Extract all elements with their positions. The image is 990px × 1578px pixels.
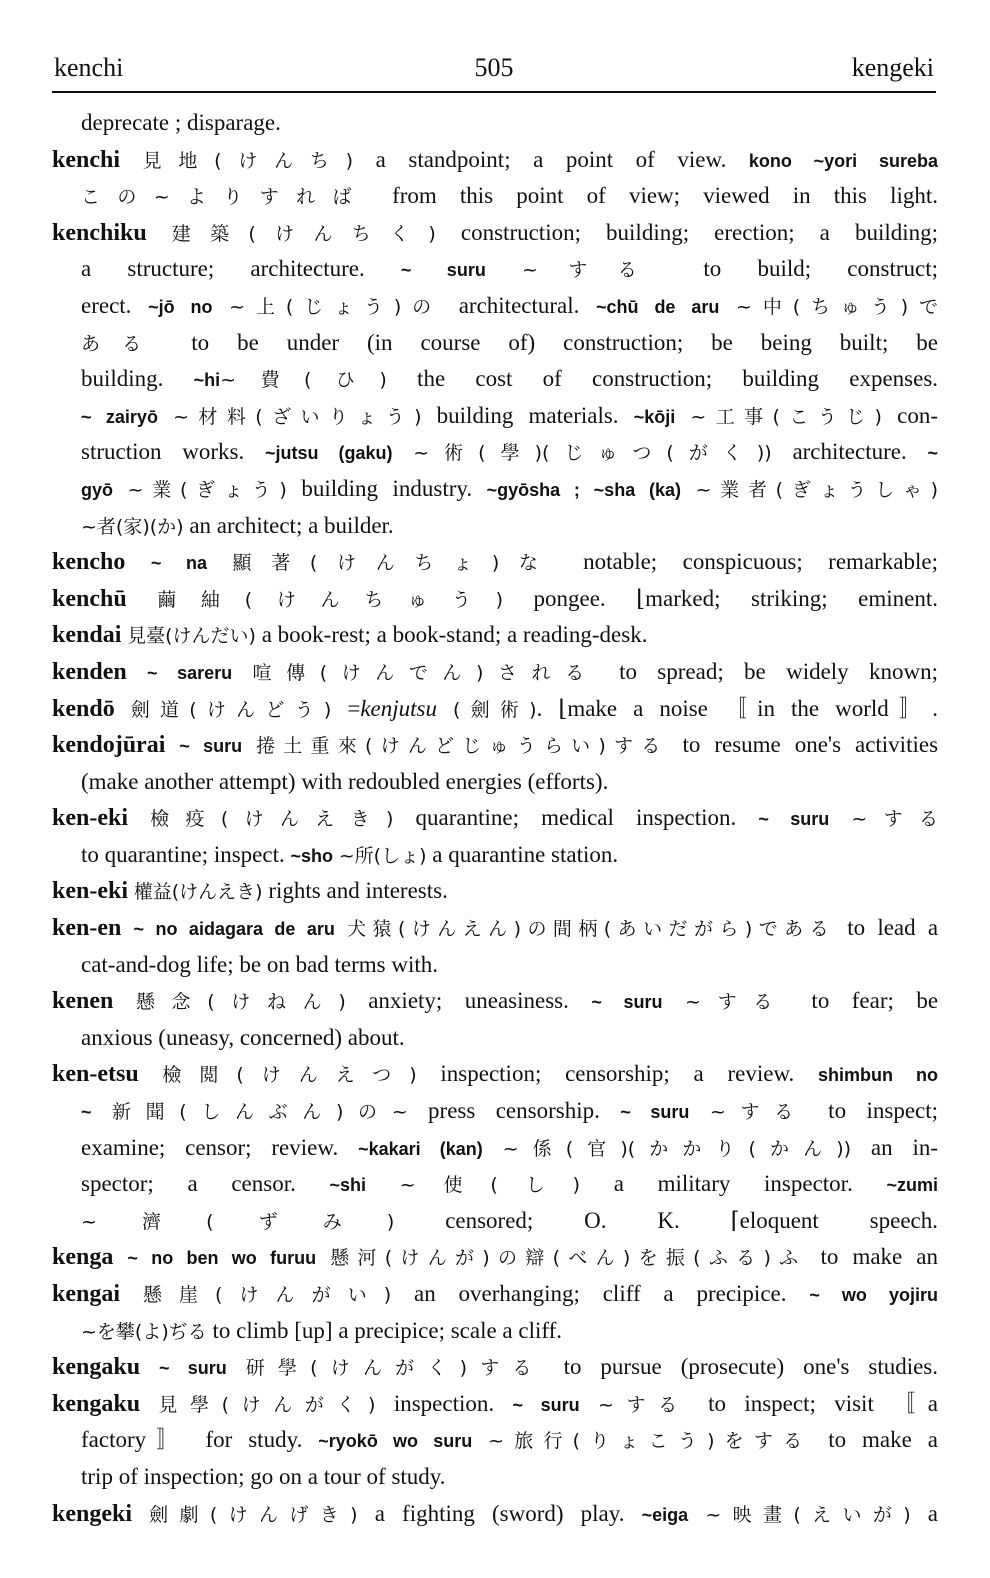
definition-text: a book-rest; a book-stand; a reading-desk. xyxy=(255,622,648,648)
definition-text: spector; a censor. xyxy=(81,1171,330,1197)
entry-line xyxy=(52,508,938,545)
entry-line xyxy=(52,1093,938,1130)
romaji-phrase: ~ suru xyxy=(758,809,830,830)
definition-text xyxy=(335,915,347,940)
definition-text: ⌈eloquent speech. xyxy=(730,1207,938,1233)
entry-line xyxy=(52,617,938,654)
japanese-text: ~する xyxy=(522,259,668,282)
definition-text: ⌊marked; striking; eminent. xyxy=(636,585,938,611)
romaji-phrase: ~ suru xyxy=(400,260,486,281)
entry-line xyxy=(52,1459,938,1496)
entry-line xyxy=(52,873,938,910)
entry-line xyxy=(52,434,938,471)
definition-text: trip of inspection; go on a tour of study. xyxy=(81,1463,446,1489)
romaji-phrase: ~jutsu (gaku) xyxy=(264,443,393,464)
definition-text: con- xyxy=(881,402,938,428)
entry-line xyxy=(52,1313,938,1350)
headword: kenen xyxy=(52,988,114,1015)
japanese-text: ~中(ちゅう)で xyxy=(736,295,938,318)
definition-text: to be under (in course of) construction; be being built; be xyxy=(163,329,938,355)
japanese-text: 建築(けんちく) xyxy=(171,222,436,245)
definition-text xyxy=(437,696,453,721)
definition-text xyxy=(483,1135,503,1160)
japanese-text: ~する xyxy=(709,1101,808,1124)
definition-text: an in- xyxy=(851,1134,938,1160)
entry-line xyxy=(52,691,938,728)
definition-text: to fear; be xyxy=(788,988,938,1014)
definition-text: . xyxy=(536,695,559,721)
definition-text xyxy=(689,1098,709,1123)
headword: kenchi xyxy=(52,146,121,173)
headword: kenden xyxy=(52,658,127,685)
definition-text xyxy=(113,988,135,1013)
romaji-phrase: ~ suru xyxy=(179,736,243,757)
definition-text xyxy=(132,1501,149,1526)
romaji-phrase: kono ~yori sureba xyxy=(748,150,938,171)
definition-text: anxiety; uneasiness. xyxy=(345,988,592,1014)
definition-text xyxy=(675,403,690,428)
romaji-phrase: ~zumi xyxy=(886,1175,938,1196)
definition-text xyxy=(207,549,232,574)
definition-text xyxy=(392,439,413,464)
entry-line xyxy=(52,398,938,435)
entry-line xyxy=(52,1386,938,1423)
entry-line xyxy=(52,142,938,179)
definition-text: = xyxy=(331,695,361,721)
romaji-phrase: ~ xyxy=(927,443,938,464)
definition-text xyxy=(127,586,158,611)
definition-text xyxy=(121,915,133,940)
definition-text xyxy=(663,988,685,1013)
romaji-phrase: ~ suru xyxy=(591,992,663,1013)
entry-line xyxy=(52,544,938,581)
romaji-phrase: ~ no aidagara de aru xyxy=(133,919,335,940)
japanese-text: 權益(けんえき) xyxy=(133,881,263,904)
japanese-text: 研學(けんがく)する xyxy=(245,1357,545,1380)
definition-text xyxy=(128,805,150,830)
headword: kenchiku xyxy=(52,219,147,246)
romaji-phrase: ~ suru xyxy=(512,1394,580,1415)
headword: ken-eki xyxy=(52,878,129,905)
entry-line xyxy=(52,251,938,288)
page-number: 505 xyxy=(474,53,514,82)
japanese-text: ~する xyxy=(684,991,789,1014)
italic-reference: kenjutsu xyxy=(360,695,437,721)
definition-text: press censorship. xyxy=(407,1098,621,1124)
japanese-text: この~よりすれば xyxy=(81,186,369,209)
definition-text xyxy=(139,1061,163,1086)
japanese-text: ~する xyxy=(597,1393,690,1416)
romaji-phrase: ~ suru xyxy=(620,1102,690,1123)
entry-line xyxy=(52,1276,938,1313)
entry-line xyxy=(52,1422,938,1459)
definition-text xyxy=(829,805,851,830)
headword: kenga xyxy=(52,1244,114,1271)
romaji-phrase: ~eiga xyxy=(641,1504,689,1525)
definition-text xyxy=(580,1391,598,1416)
definition-text: from this point of view; viewed in this light. xyxy=(368,183,938,209)
definition-text xyxy=(147,220,172,245)
definition-text xyxy=(158,403,173,428)
entry-line xyxy=(52,581,938,618)
headword: kengaku xyxy=(52,1390,141,1417)
japanese-text: (劍術) xyxy=(452,698,537,721)
definition-text: a structure; architecture. xyxy=(81,256,401,282)
definition-text: erect. xyxy=(81,292,149,318)
romaji-phrase: ~gyōsha ; ~sha (ka) xyxy=(486,479,681,500)
page-header xyxy=(54,50,934,86)
entry-line xyxy=(52,471,938,508)
definition-text xyxy=(140,1391,158,1416)
japanese-text: 繭紬(けんちゅう) xyxy=(157,588,503,611)
definition-text: cat-and-dog life; be on bad terms with. xyxy=(81,951,439,977)
japanese-text: ~費(ひ) xyxy=(220,369,387,392)
japanese-text: ~使(し) xyxy=(399,1174,581,1197)
romaji-phrase: ~ suru xyxy=(159,1358,227,1379)
definition-text: the cost of construction; building expenses. xyxy=(386,366,938,392)
headword: kengai xyxy=(52,1281,121,1307)
definition-text: ⌊make a noise 〚in the world〛. xyxy=(558,695,938,721)
definition-text: an overhanging; cliff a precipice. xyxy=(391,1281,810,1306)
entry-line xyxy=(52,215,938,252)
entry-line xyxy=(52,1239,938,1276)
japanese-text: ~業(ぎょう) xyxy=(127,478,287,501)
entry-line xyxy=(52,1203,938,1240)
japanese-text: 見臺(けんだい) xyxy=(127,625,256,648)
definition-text xyxy=(472,1427,488,1452)
japanese-text: 喧傳(けんでん)される xyxy=(252,661,599,684)
romaji-phrase: ~jō no xyxy=(148,296,213,317)
definition-text xyxy=(115,696,131,721)
definition-text: to build; construct; xyxy=(667,256,938,282)
japanese-text: ~業者(ぎょうしゃ) xyxy=(695,478,938,501)
definition-text xyxy=(366,1171,400,1196)
definition-text: examine; censor; review. xyxy=(81,1134,359,1160)
definition-text: to lead a xyxy=(835,915,938,941)
definition-text xyxy=(127,659,147,684)
japanese-text: 劍劇(けんげき) xyxy=(149,1503,358,1526)
definition-text: to resume one's activities xyxy=(668,732,938,758)
definition-text: anxious (uneasy, concerned) about. xyxy=(81,1024,405,1050)
japanese-text: 檢閲(けんえつ) xyxy=(162,1064,417,1087)
entry-line xyxy=(52,800,938,837)
headword: kengeki xyxy=(52,1500,133,1527)
header-left-guideword: kenchi xyxy=(54,53,124,82)
header-right-guideword: kengeki xyxy=(851,53,934,82)
definition-text: to inspect; xyxy=(807,1098,938,1124)
japanese-text: 懸崖(けんがい) xyxy=(142,1284,392,1306)
headword: ken-en xyxy=(52,915,122,942)
japanese-text: ~術(學)(じゅつ(がく)) xyxy=(413,442,772,465)
japanese-text: ~濟(ずみ) xyxy=(81,1210,395,1233)
entry-line xyxy=(52,178,938,215)
japanese-text: 犬猿(けんえん)の間柄(あいだがら)である xyxy=(347,918,836,941)
headword: ken-eki xyxy=(52,805,129,832)
definition-text: an architect; a builder. xyxy=(183,512,394,538)
japanese-text: ~係(官)(かかり(かん)) xyxy=(502,1137,852,1160)
definition-text: to make a xyxy=(812,1427,938,1453)
headword: ken-etsu xyxy=(52,1061,139,1088)
definition-text: building industry. xyxy=(286,475,487,501)
definition-text: architecture. xyxy=(771,439,928,465)
definition-text: to make an xyxy=(806,1244,938,1270)
japanese-text: 劍道(けんどう) xyxy=(130,698,332,721)
definition-text xyxy=(125,549,150,574)
romaji-phrase: ~ zairyō xyxy=(81,406,158,427)
entry-line xyxy=(52,1496,938,1533)
japanese-text: ~映畫(えいが) xyxy=(705,1503,911,1526)
japanese-text: 新聞(しんぶん)の~ xyxy=(111,1101,408,1124)
definition-text: a fighting (sword) play. xyxy=(357,1500,642,1526)
japanese-text: 懸念(けねん) xyxy=(135,991,346,1014)
definition-text xyxy=(316,1244,330,1269)
definition-text: to spread; be widely known; xyxy=(598,658,938,684)
definition-text: quarantine; medical inspection. xyxy=(393,805,759,831)
romaji-phrase: ~ na xyxy=(150,553,208,574)
headword: kengaku xyxy=(52,1354,141,1381)
definition-text xyxy=(113,476,128,501)
romaji-phrase: ~ sareru xyxy=(147,662,233,683)
japanese-text: ~旅行(りょこう)をする xyxy=(488,1430,813,1453)
entry-line xyxy=(52,983,938,1020)
entry-line xyxy=(52,105,938,142)
romaji-phrase: ~sho xyxy=(290,845,334,866)
definition-text xyxy=(486,256,522,281)
japanese-text: 見學(けんがく) xyxy=(158,1393,376,1416)
definition-text xyxy=(688,1501,705,1526)
romaji-phrase: gyō xyxy=(81,479,114,500)
romaji-phrase: ~hi xyxy=(193,370,221,391)
definition-text: inspection; censorship; a review. xyxy=(416,1061,819,1087)
definition-text: notable; conspicuous; remarkable; xyxy=(557,549,938,575)
definition-text: inspection. xyxy=(375,1390,513,1416)
definition-text: construction; building; erection; a building; xyxy=(435,219,938,245)
definition-text xyxy=(120,147,143,172)
definition-text xyxy=(140,1354,159,1379)
japanese-text: 檢疫(けんえき) xyxy=(150,808,394,831)
definition-text xyxy=(232,659,252,684)
romaji-phrase: ~ wo yojiru xyxy=(809,1285,938,1305)
entry-line xyxy=(52,910,938,947)
definition-text xyxy=(92,1098,112,1123)
definition-text xyxy=(165,732,179,757)
definition-text: building. xyxy=(81,366,194,392)
headword: kendō xyxy=(52,695,115,722)
definition-text: architectural. xyxy=(442,292,597,318)
definition-text xyxy=(113,1244,127,1269)
japanese-text: 捲土重來(けんどじゅうらい)する xyxy=(256,735,669,758)
entry-line xyxy=(52,1056,938,1093)
definition-text xyxy=(212,293,229,318)
entry-line xyxy=(52,325,938,362)
definition-text xyxy=(227,1354,246,1379)
japanese-text: ~を攀(よ)ぢる xyxy=(81,1320,207,1343)
definition-text: deprecate ; disparage. xyxy=(81,110,281,135)
definition-text: to climb [up] a precipice; scale a cliff. xyxy=(206,1317,563,1343)
entry-line xyxy=(52,1020,938,1057)
romaji-phrase: shimbun no xyxy=(818,1065,938,1086)
japanese-text: 懸河(けんが)の辯(べん)を振(ふる)ふ xyxy=(330,1247,807,1270)
entry-line xyxy=(52,361,938,398)
entry-line xyxy=(52,1130,938,1167)
entry-line xyxy=(52,288,938,325)
definition-text xyxy=(719,293,736,318)
japanese-text: ~上(じょう)の xyxy=(229,295,443,318)
definition-text: censored; O. K. xyxy=(394,1207,731,1233)
japanese-text: ある xyxy=(81,332,164,355)
definition-text: to quarantine; inspect. xyxy=(81,841,291,867)
romaji-phrase: ~kakari (kan) xyxy=(358,1138,483,1159)
entry-line xyxy=(52,837,938,874)
definition-text: rights and interests. xyxy=(262,878,448,904)
definition-text: to pursue (prosecute) one's studies. xyxy=(544,1354,938,1380)
definition-text xyxy=(242,732,256,757)
entry-line xyxy=(52,654,938,691)
definition-text xyxy=(681,476,696,501)
definition-text: to inspect; visit 〚a xyxy=(689,1390,938,1416)
entry-line xyxy=(52,1349,938,1386)
romaji-phrase: ~ xyxy=(81,1102,92,1123)
japanese-text: ~者(家)(か) xyxy=(81,515,184,538)
definition-text: factory〛 for study. xyxy=(81,1427,319,1453)
japanese-text: ~工事(こうじ) xyxy=(690,405,882,428)
entry-line xyxy=(52,764,938,801)
definition-text: a quarantine station. xyxy=(426,841,619,867)
romaji-phrase: ~shi xyxy=(329,1175,367,1196)
definition-text: a xyxy=(910,1500,938,1526)
definition-text: (make another attempt) with redoubled energies (efforts). xyxy=(81,768,609,794)
japanese-text: 顯著(けんちょ)な xyxy=(232,552,558,575)
header-rule xyxy=(52,91,936,93)
headword: kenchū xyxy=(52,585,127,612)
headword: kendojūrai xyxy=(52,732,166,759)
dictionary-entries xyxy=(52,105,938,1532)
definition-text: building materials. xyxy=(421,402,634,428)
entry-line xyxy=(52,727,938,764)
definition-text: pongee. xyxy=(503,585,637,611)
entry-line xyxy=(52,1166,938,1203)
headword: kencho xyxy=(52,549,126,576)
headword: kendai xyxy=(52,622,122,649)
definition-text: struction works. xyxy=(81,439,265,465)
definition-text: a military inspector. xyxy=(580,1171,887,1197)
japanese-text: ~所(しょ) xyxy=(338,844,427,867)
japanese-text: ~する xyxy=(851,808,938,831)
entry-line xyxy=(52,947,938,984)
romaji-phrase: ~ryokō wo suru xyxy=(318,1431,473,1452)
japanese-text: ~材料(ざいりょう) xyxy=(173,405,422,428)
japanese-text: 見地(けんち) xyxy=(142,149,354,172)
romaji-phrase: ~chū de aru xyxy=(596,296,720,317)
romaji-phrase: ~kōji xyxy=(633,406,676,427)
definition-text xyxy=(120,1281,143,1306)
definition-text: a standpoint; a point of view. xyxy=(353,146,749,172)
romaji-phrase: ~ no ben wo furuu xyxy=(127,1248,317,1269)
